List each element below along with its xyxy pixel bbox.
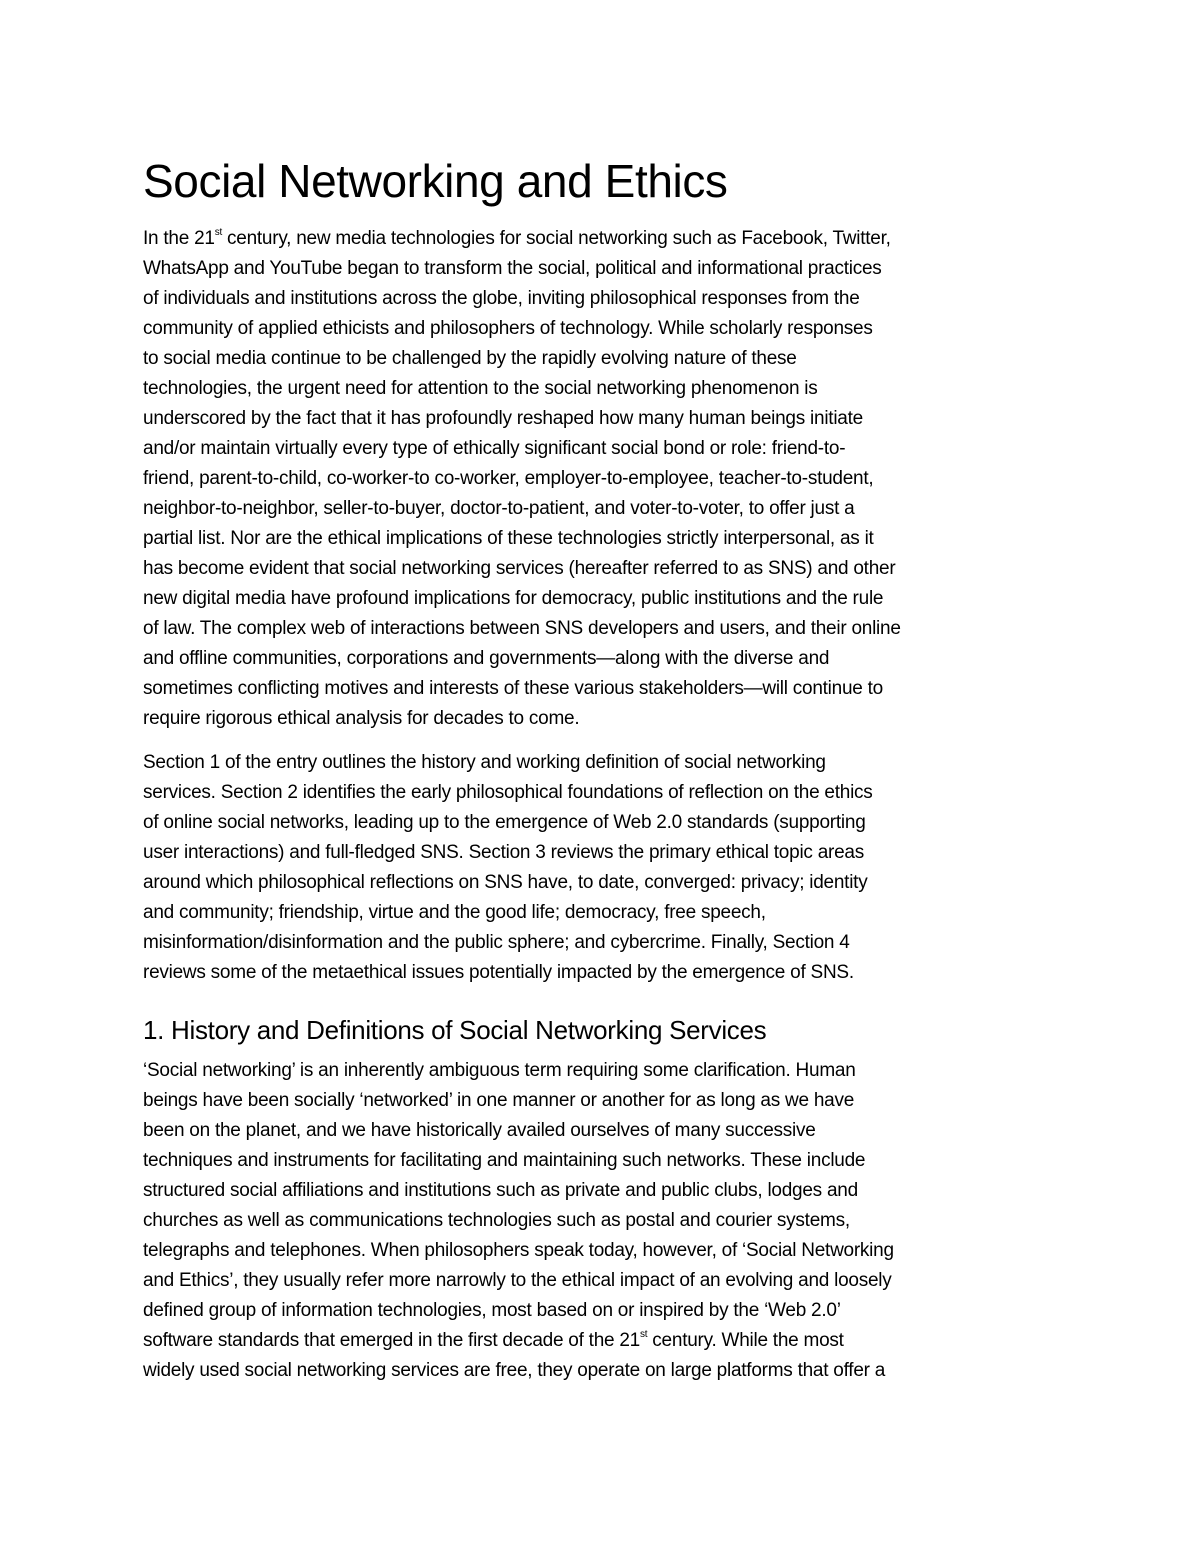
intro-paragraph [143, 224, 1063, 734]
section-heading: 1. History and Definitions of Social Networking Services [143, 1015, 767, 1045]
text-line: of online social networks, leading up to the emergence of Web 2.0 standards (supporting [143, 812, 866, 833]
text-line: telegraphs and telephones. When philosophers speak today, however, of ‘Social Networking [143, 1240, 894, 1261]
text-line: has become evident that social networking services (hereafter referred to as SNS) and other [143, 558, 896, 579]
text-line: and/or maintain virtually every type of ethically significant social bond or role: friend-to- [143, 438, 846, 459]
text-segment: century, new media technologies for social networking such as Facebook, Twitter, [221, 228, 891, 249]
text-line: services. Section 2 identifies the early philosophical foundations of reflection on the ethics [143, 782, 873, 803]
text-line: and community; friendship, virtue and the good life; democracy, free speech, [143, 902, 766, 923]
text-line: structured social affiliations and institutions such as private and public clubs, lodges and [143, 1180, 858, 1201]
text-line: new digital media have profound implications for democracy, public institutions and the rule [143, 588, 884, 609]
text-segment: software standards that emerged in the first decade of the 21 [143, 1330, 640, 1351]
text-line: community of applied ethicists and philosophers of technology. While scholarly responses [143, 318, 873, 339]
text-line: sometimes conflicting motives and interests of these various stakeholders—will continue to [143, 678, 883, 699]
text-segment: century. While the most [647, 1330, 844, 1351]
text-line: of law. The complex web of interactions between SNS developers and users, and their online [143, 618, 901, 639]
text-segment: In the 21 [143, 228, 215, 249]
text-line: Section 1 of the entry outlines the history and working definition of social networking [143, 752, 826, 773]
text-line: to social media continue to be challenged by the rapidly evolving nature of these [143, 348, 797, 369]
text-line: been on the planet, and we have historically availed ourselves of many successive [143, 1120, 816, 1141]
text-line: defined group of information technologies, most based on or inspired by the ‘Web 2.0’ [143, 1300, 841, 1321]
text-line: and Ethics’, they usually refer more narrowly to the ethical impact of an evolving and loosely [143, 1270, 892, 1291]
text-line: neighbor-to-neighbor, seller-to-buyer, doctor-to-patient, and voter-to-voter, to offer just a [143, 498, 855, 519]
text-line: and offline communities, corporations and governments—along with the diverse and [143, 648, 830, 669]
text-line: churches as well as communications technologies such as postal and courier systems, [143, 1210, 850, 1231]
text-line: WhatsApp and YouTube began to transform the social, political and informational practices [143, 258, 882, 279]
text-line: underscored by the fact that it has profoundly reshaped how many human beings initiate [143, 408, 863, 429]
text-line [143, 224, 1063, 254]
text-line: of individuals and institutions across the globe, inviting philosophical responses from the [143, 288, 860, 309]
section-paragraph [143, 1056, 1063, 1386]
text-line: partial list. Nor are the ethical implications of these technologies strictly interpersonal, as it [143, 528, 874, 549]
ordinal-superscript: st [214, 227, 222, 238]
text-line: friend, parent-to-child, co-worker-to co-worker, employer-to-employee, teacher-to-student, [143, 468, 874, 489]
overview-paragraph [143, 748, 1063, 988]
text-line: misinformation/disinformation and the public sphere; and cybercrime. Finally, Section 4 [143, 932, 850, 953]
text-line: around which philosophical reflections on SNS have, to date, converged: privacy; identity [143, 872, 868, 893]
text-line: require rigorous ethical analysis for decades to come. [143, 708, 580, 729]
text-line: reviews some of the metaethical issues potentially impacted by the emergence of SNS. [143, 962, 854, 983]
ordinal-superscript: st [640, 1329, 648, 1340]
text-line: techniques and instruments for facilitating and maintaining such networks. These include [143, 1150, 866, 1171]
text-line: technologies, the urgent need for attention to the social networking phenomenon is [143, 378, 818, 399]
text-line: user interactions) and full-fledged SNS. Section 3 reviews the primary ethical topic areas [143, 842, 864, 863]
text-line [143, 1326, 1063, 1356]
text-line: ‘Social networking’ is an inherently ambiguous term requiring some clarification. Human [143, 1060, 856, 1081]
text-line: beings have been socially ‘networked’ in one manner or another for as long as we have [143, 1090, 855, 1111]
text-line: widely used social networking services are free, they operate on large platforms that offer a [143, 1360, 886, 1381]
page-title: Social Networking and Ethics [143, 155, 728, 207]
document-body [143, 150, 1063, 1386]
